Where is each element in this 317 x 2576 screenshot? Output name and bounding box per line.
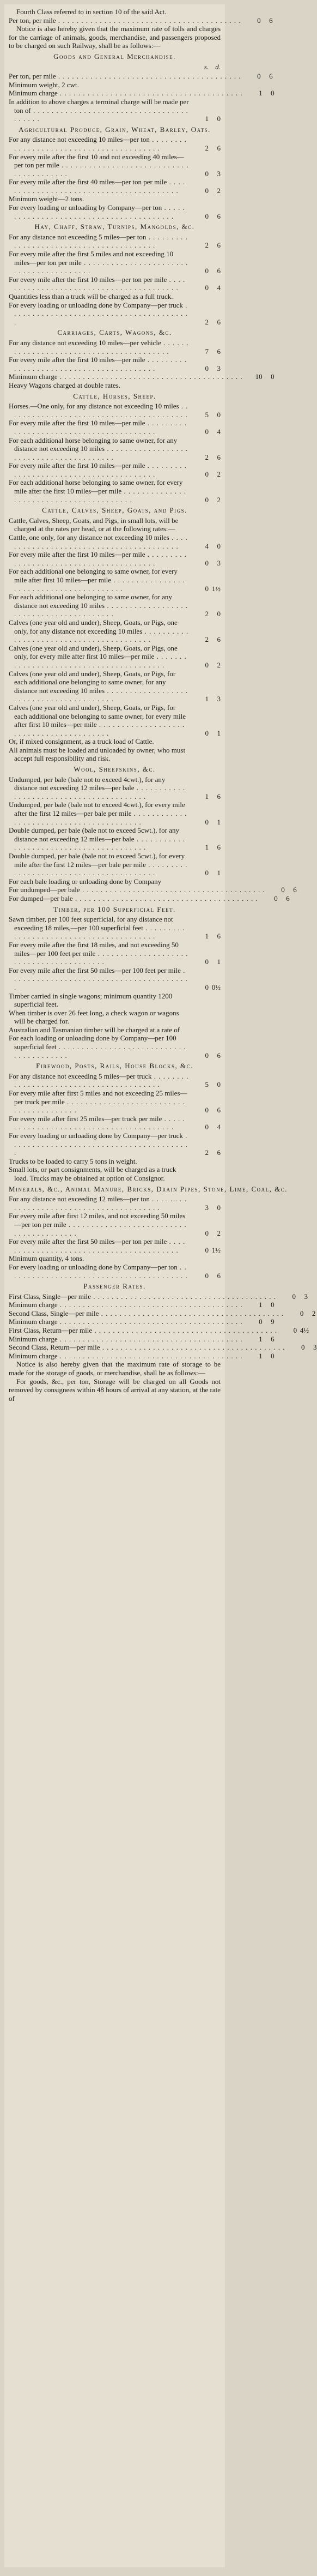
- rate-entry: [9, 852, 221, 877]
- rate-entry: [9, 1263, 221, 1280]
- rate-entry: [9, 478, 221, 504]
- rate-shillings: 2: [205, 453, 209, 461]
- rate-pence: 4: [217, 1123, 221, 1131]
- rate-shillings: 2: [205, 1148, 209, 1157]
- rate-shillings: 0: [205, 284, 209, 292]
- rate-entry: [9, 436, 221, 462]
- rate-description: Minimum weight—2 tons.: [9, 195, 84, 203]
- rate-pence: 6: [271, 1334, 275, 1343]
- rate-shillings: 0: [205, 958, 209, 966]
- rate-shillings: 3: [205, 1203, 209, 1212]
- carriages-rate-list: [9, 338, 275, 504]
- rate-shillings: 0: [292, 1292, 296, 1301]
- rate-shillings: 0: [205, 1229, 209, 1237]
- rate-pence: 6: [217, 212, 221, 220]
- rate-description: For every loading or unloading by Company—per ton . . .: [9, 203, 189, 220]
- section-heading-timber: Timber, per 100 Superficial Feet.: [53, 905, 176, 913]
- rate-entry: [9, 593, 221, 618]
- rate-shillings: 2: [205, 610, 209, 618]
- rate-shillings: 0: [205, 470, 209, 478]
- rate-entry: [9, 1317, 275, 1326]
- rate-shillings: 0: [205, 558, 209, 567]
- rate-shillings: 0: [205, 1123, 209, 1131]
- rate-description: For every mile after the first 50 miles—per ton per mile . . .: [9, 1237, 189, 1254]
- rate-shillings: 0: [257, 72, 261, 81]
- rate-shillings: 0: [281, 886, 285, 894]
- rate-shillings: 0: [205, 186, 209, 195]
- rate-shillings: 0: [205, 364, 209, 372]
- rate-pence: 6: [217, 1051, 221, 1060]
- rate-shillings: 0: [205, 212, 209, 220]
- rate-entry: [9, 550, 221, 567]
- rate-description: Calves (one year old and under), Sheep, Goats, or Pigs, for each additional one belonging to same owner, for every mile after first 10 miles—per mile . . .: [9, 703, 189, 737]
- rate-entry: [9, 618, 221, 644]
- rate-pence: 6: [217, 843, 221, 852]
- rate-entry: [9, 533, 221, 550]
- rate-pence: 6: [217, 143, 221, 152]
- rate-entry: [9, 1009, 221, 1026]
- rate-description: All animals must be loaded and unloaded by owner, who must accept full responsibility and risk.: [9, 745, 186, 763]
- rate-description: Minimum quantity, 4 tons.: [9, 1254, 84, 1263]
- rate-description: For every mile after the first 10 miles—per mile . . .: [9, 419, 189, 436]
- rate-pence: 3: [313, 1343, 317, 1352]
- rate-pence: 6: [217, 1271, 221, 1280]
- rate-pence: 1½: [211, 584, 221, 593]
- rate-shillings: 0: [205, 1271, 209, 1280]
- newspaper-column: [4, 4, 317, 2567]
- rate-entry: [9, 941, 221, 966]
- section-heading-minerals: Minerals, &c., Animal Manure, Bricks, Drain Pipes, Stone, Lime, Coal, &c.: [9, 1184, 288, 1193]
- rate-entry: [9, 203, 221, 220]
- rate-shillings: 0: [301, 1343, 305, 1352]
- rate-description: For any distance not exceeding 10 miles—per ton . . .: [9, 135, 189, 152]
- rate-entry: [9, 381, 221, 390]
- rate-shillings: 7: [205, 347, 209, 356]
- rate-pence: 6: [269, 72, 273, 81]
- rate-shillings: 0: [205, 983, 209, 991]
- closing-storage: For goods, &c., per ton, Storage will be charged on all Goods not removed by consignees within 48 hours of arrival at any station, at the rate of: [9, 1377, 221, 1403]
- rate-entry: [9, 1326, 309, 1335]
- rate-shillings: 0: [205, 729, 209, 737]
- rate-pence: 6: [217, 792, 221, 801]
- rate-shillings: 0: [205, 495, 209, 504]
- rate-entry: [9, 1343, 317, 1352]
- closing-notice: Notice is also hereby given that the maximum rate of storage to be made for the storage of goods, or merchandise, shall be as follows:—: [9, 1360, 221, 1377]
- rate-description: Minimum charge . . .: [9, 1335, 243, 1344]
- section-heading-passenger: Passenger Rates.: [83, 1282, 146, 1291]
- rate-shillings: 1: [259, 1334, 263, 1343]
- rate-description: Heavy Wagons charged at double rates.: [9, 381, 120, 389]
- rate-entry: [9, 178, 221, 195]
- rate-entry: [9, 81, 221, 89]
- rate-description: Or, if mixed consignment, as a truck load of Cattle.: [9, 737, 154, 746]
- rate-description: Calves (one year old and under), Sheep, Goats, or Pigs, one only, for any distance not exceeding 10 miles . . .: [9, 618, 189, 644]
- rate-entry: [9, 1089, 221, 1115]
- rate-pence: 3: [217, 364, 221, 372]
- cattle-rate-list: [9, 516, 221, 763]
- rate-shillings: 2: [205, 317, 209, 326]
- rate-entry: [9, 966, 221, 992]
- section-heading-firewood: Firewood, Posts, Rails, House Blocks, &c.: [36, 1062, 193, 1070]
- rate-description: For any distance not exceeding 5 miles—per ton . . .: [9, 233, 189, 250]
- intro-fourth-class: Fourth Class referred to in section 10 of the said Act.: [16, 8, 167, 16]
- rate-pence: 0: [217, 610, 221, 618]
- rate-pence: 4: [217, 284, 221, 292]
- rate-entry: [9, 195, 221, 203]
- rate-entry: [9, 1292, 308, 1301]
- wool-rate-list: [9, 775, 297, 903]
- rate-shillings: 0: [205, 267, 209, 275]
- rate-entry: [9, 301, 221, 327]
- firewood-rate-list: [9, 1072, 221, 1183]
- rate-description: For dumped—per bale . . .: [9, 894, 258, 903]
- rate-pence: 0½: [211, 983, 221, 991]
- column-header-sd: s. d.: [204, 62, 221, 71]
- rate-description: For every mile after first 5 miles and not exceeding 25 miles—per truck per mile . . .: [9, 1089, 189, 1115]
- rate-entry: [9, 72, 273, 81]
- rate-shillings: 0: [205, 1106, 209, 1115]
- rate-shillings: 1: [205, 843, 209, 852]
- rate-pence: 6: [293, 886, 297, 894]
- rate-entry: [9, 250, 221, 275]
- rate-pence: 6: [217, 267, 221, 275]
- rate-pence: 0: [217, 1080, 221, 1089]
- rate-shillings: 1: [205, 695, 209, 703]
- rate-description: In addition to above charges a terminal charge will be made per ton of . . .: [9, 98, 189, 123]
- rate-pence: 1½: [211, 1245, 221, 1254]
- rate-shillings: 0: [205, 169, 209, 178]
- rate-shillings: 0: [205, 1051, 209, 1060]
- notice-paragraph: Notice is also hereby given that the maximum rate of tolls and charges for the carriage of animals, goods, merchandise, and passengers proposed to be charged on such Railway, shall be as follows:—: [9, 25, 221, 50]
- rate-pence: 2: [217, 1229, 221, 1237]
- rate-pence: 3: [217, 169, 221, 178]
- rate-shillings: 0: [205, 427, 209, 436]
- rate-entry: [9, 1157, 221, 1166]
- rate-entry: [9, 1212, 221, 1237]
- rate-description: For every loading or unloading done by Company—per ton . . .: [9, 1263, 189, 1280]
- passenger-rate-list: [9, 1292, 317, 1361]
- rate-entry: [9, 775, 221, 801]
- rate-pence: 6: [217, 453, 221, 461]
- rate-entry: [9, 1237, 221, 1254]
- rate-entry: [9, 1165, 221, 1182]
- rate-description: For every mile after the first 10 miles—per mile . . .: [9, 550, 189, 567]
- rate-description: For undumped—per bale . . .: [9, 886, 265, 894]
- rate-description: For every mile after the first 50 miles—per 100 feet per mile . . .: [9, 966, 189, 992]
- rate-description: Calves (one year old and under), Sheep, Goats, or Pigs, for each additional one belonging to same owner, for any distance not exceeding 10 miles . . .: [9, 670, 189, 703]
- rate-description: For every mile after the first 10 miles—per mile . . .: [9, 356, 189, 372]
- rate-pence: 1: [217, 869, 221, 877]
- rate-description: When timber is over 26 feet long, a check wagon or wagons will be charged for.: [9, 1008, 179, 1026]
- section-heading-goods: Goods and General Merchandise.: [53, 52, 176, 61]
- rate-description: Minimum charge . . .: [9, 1317, 243, 1326]
- rate-pence: 6: [217, 1148, 221, 1157]
- rate-entry: [9, 233, 221, 250]
- rate-entry: [9, 1072, 221, 1089]
- rate-description: Double dumped, per bale (bale not to exceed 5cwt.), for every mile after the first 12 miles—per bale per mile . . .: [9, 852, 189, 877]
- rate-entry: [9, 1026, 221, 1034]
- rate-entry: [9, 992, 221, 1009]
- rate-description: For any distance not exceeding 5 miles—per truck . . .: [9, 1072, 189, 1089]
- rate-pence: 0: [217, 410, 221, 419]
- rate-description: Second Class, Single—per mile . . .: [9, 1309, 284, 1318]
- rate-entry: [9, 567, 221, 593]
- rate-entry: [9, 419, 221, 436]
- rate-shillings: 0: [205, 1245, 209, 1254]
- rate-pence: 3: [217, 558, 221, 567]
- rate-shillings: 1: [259, 1301, 263, 1309]
- rate-shillings: 2: [205, 241, 209, 250]
- rate-pence: 1: [217, 729, 221, 737]
- rate-entry: [9, 339, 221, 356]
- rate-entry: [9, 356, 221, 372]
- rate-entry: [9, 1254, 221, 1263]
- rate-pence: 1: [217, 817, 221, 826]
- rate-pence: 6: [217, 635, 221, 644]
- rate-description: For every mile after first 25 miles—per truck per mile . . .: [9, 1115, 189, 1131]
- rate-pence: 0: [271, 1351, 275, 1360]
- rate-shillings: 1: [205, 792, 209, 801]
- rate-line-fourth-per-mile: Per ton, per mile . . . 0 6: [9, 16, 221, 25]
- rate-pence: 2: [217, 660, 221, 669]
- rate-pence: 6: [286, 894, 290, 902]
- rate-entry: [9, 877, 221, 886]
- minerals-rate-list: [9, 1195, 221, 1280]
- rate-entry: [9, 894, 290, 903]
- rate-description: Australian and Tasmanian timber will be charged at a rate of: [9, 1025, 180, 1034]
- rate-entry: [9, 801, 221, 826]
- rate-description: For each bale loading or unloading done by Company: [9, 877, 162, 886]
- rate-description: Per ton, per mile . . .: [9, 72, 241, 81]
- rate-description: Undumped, per bale (bale not to exceed 4cwt.), for every mile after the first 12 miles—per bale per mile . . .: [9, 801, 189, 826]
- rate-description: Cattle, one only, for any distance not exceeding 10 miles . . .: [9, 533, 189, 550]
- rate-description: Calves (one year old and under), Sheep, Goats, or Pigs, one only, for every mile after first 10 miles—per mile . . .: [9, 644, 189, 670]
- rate-shillings: 1: [205, 115, 209, 123]
- rate-description: For each loading or unloading done by Company—per 100 superficial feet . . .: [9, 1034, 189, 1060]
- rate-pence: 6: [217, 347, 221, 356]
- rate-shillings: 10: [255, 372, 263, 381]
- rate-pence: 6: [217, 241, 221, 250]
- rate-entry: [9, 826, 221, 852]
- rate-description: For each additional one belonging to same owner, for any distance not exceeding 10 miles . . .: [9, 593, 189, 618]
- rate-shillings: 0: [293, 1326, 297, 1335]
- rate-entry: [9, 98, 221, 123]
- rate-entry: [9, 1334, 275, 1344]
- rate-shillings: 0: [205, 869, 209, 877]
- rate-entry: [9, 703, 221, 737]
- rate-pence: 2: [312, 1309, 316, 1317]
- rate-entry: [9, 1131, 221, 1157]
- subsection-heading: Agricultural Produce, Grain, Wheat, Barley, Oats.: [19, 125, 211, 134]
- rate-description: Double dumped, per bale (bale not to exceed 5cwt.), for any distance not exceeding 12 miles—per bale . . .: [9, 826, 189, 852]
- rate-pence: 6: [217, 317, 221, 326]
- rate-shillings: 0: [259, 1317, 263, 1326]
- rate-description: Minimum charge . . .: [9, 1352, 243, 1361]
- rate-pence: 0: [271, 89, 275, 98]
- rate-shillings: 0: [205, 817, 209, 826]
- timber-rate-list: [9, 915, 221, 1060]
- rate-shillings: 5: [205, 410, 209, 419]
- rate-description: Trucks to be loaded to carry 5 tons in weight.: [9, 1157, 137, 1165]
- rate-entry: [9, 1351, 275, 1361]
- rate-pence: 3: [217, 695, 221, 703]
- rate-pence: 0: [217, 541, 221, 550]
- rate-entry: [9, 886, 297, 894]
- rate-description: For every mile after the first 10 and not exceeding 40 miles—per ton per mile . . .: [9, 153, 189, 178]
- rate-pence: 0: [271, 372, 275, 381]
- rate-description: For any distance not exceeding 12 miles—per ton . . .: [9, 1195, 189, 1212]
- rate-description: Minimum charge . . .: [9, 89, 243, 98]
- rate-entry: [9, 275, 221, 292]
- rate-description: For each additional horse belonging to same owner, for every mile after the first 10 miles—per mile . . .: [9, 478, 189, 504]
- rate-description: For every mile after the first 18 miles, and not exceeding 50 miles—per 100 feet per mile . . .: [9, 941, 189, 966]
- rate-entry: [9, 1195, 221, 1212]
- rate-shillings: 0: [300, 1309, 304, 1317]
- rate-shillings: 0: [205, 660, 209, 669]
- rate-shillings: 2: [205, 143, 209, 152]
- rate-description: For every mile after first 12 miles, and not exceeding 50 miles—per ton per mile . . .: [9, 1212, 189, 1237]
- rate-description: Timber carried in single wagons; minimum quantity 1200 superficial feet.: [9, 991, 173, 1009]
- rate-entry: [9, 516, 221, 533]
- rate-description: For every mile after the first 10 miles—per ton per mile . . .: [9, 275, 189, 292]
- rate-description: Sawn timber, per 100 feet superficial, for any distance not exceeding 18 miles,—per 100 superficial feet . . .: [9, 915, 189, 941]
- rate-entry: [9, 1034, 221, 1060]
- rate-shillings: 0: [205, 584, 209, 593]
- rate-pence: 2: [217, 470, 221, 478]
- subsection-heading: Cattle, Horses, Sheep.: [73, 392, 156, 400]
- rate-pence: 2: [217, 495, 221, 504]
- rate-entry: [9, 746, 221, 763]
- rate-description: Quantities less than a truck will be charged as a full truck.: [9, 292, 173, 300]
- rate-entry: [9, 89, 275, 98]
- rate-description: For every mile after the first 10 miles—per mile . . .: [9, 461, 189, 478]
- section-heading-cattle: Cattle, Calves, Sheep, Goats, and Pigs.: [42, 506, 187, 515]
- rate-description: For each additional one belonging to same owner, for every mile after first 10 miles—per mile . . .: [9, 567, 189, 593]
- rate-shillings: 0: [274, 894, 278, 902]
- rate-description: Small lots, or part consignments, will be charged as a truck load. Trucks may be obtained at option of Consignor.: [9, 1165, 176, 1182]
- rate-shillings: 4: [205, 541, 209, 550]
- rate-pence: 0: [217, 1203, 221, 1212]
- rate-description: Minimum weight, 2 cwt.: [9, 80, 79, 89]
- rate-pence: 1: [217, 958, 221, 966]
- rate-description: For any distance not exceeding 10 miles—per vehicle . . .: [9, 339, 189, 356]
- rate-description: For every mile after the first 5 miles and not exceeding 10 miles—per ton per mile . . .: [9, 250, 189, 275]
- rate-entry: [9, 402, 221, 419]
- rate-description: First Class, Single—per mile . . .: [9, 1292, 276, 1301]
- rate-description: Minimum charge . . .: [9, 372, 243, 381]
- rate-description: For every loading or unloading done by Company—per truck . . .: [9, 1131, 189, 1157]
- rate-entry: [9, 670, 221, 703]
- rate-entry: [9, 153, 221, 178]
- rate-entry: [9, 135, 221, 152]
- rate-entry: [9, 372, 275, 381]
- rate-pence: 2: [217, 186, 221, 195]
- rate-description: For each additional horse belonging to same owner, for any distance not exceeding 10 miles . . .: [9, 436, 189, 462]
- rate-description: Cattle, Calves, Sheep, Goats, and Pigs, in small lots, will be charged at the rates per head, or at the following rates:—: [9, 516, 179, 533]
- rate-shillings: 5: [205, 1080, 209, 1089]
- rate-entry: [9, 915, 221, 941]
- rate-entry: [9, 292, 221, 301]
- rate-shillings: 1: [205, 932, 209, 941]
- rate-description: Second Class, Return—per mile . . .: [9, 1343, 285, 1352]
- rate-description: For every mile after the first 40 miles—per ton per mile . . .: [9, 178, 189, 195]
- rate-pence: 0: [217, 115, 221, 123]
- rate-entry: [9, 461, 221, 478]
- section-heading-wool: Wool, Sheepskins, &c.: [74, 765, 156, 774]
- rate-shillings: 2: [205, 635, 209, 644]
- rate-entry: [9, 1115, 221, 1131]
- rate-description: Horses.—One only, for any distance not exceeding 10 miles . . .: [9, 402, 189, 419]
- rate-pence: 4: [217, 427, 221, 436]
- rate-pence: 6: [217, 932, 221, 941]
- rate-description: For every loading or unloading done by Company—per truck . . .: [9, 301, 189, 327]
- subsection-heading: Hay, Chaff, Straw, Turnips, Mangolds, &c.: [34, 222, 195, 231]
- rate-entry: [9, 737, 221, 746]
- rate-entry: [9, 1309, 316, 1318]
- rate-description: First Class, Return—per mile . . .: [9, 1326, 277, 1335]
- rate-shillings: 1: [259, 89, 263, 98]
- rate-entry: [9, 1301, 275, 1309]
- rate-pence: 6: [217, 1106, 221, 1115]
- rate-shillings: 1: [259, 1351, 263, 1360]
- rate-description: Undumped, per bale (bale not to exceed 4cwt.), for any distance not exceeding 12 miles—per bale . . .: [9, 775, 189, 801]
- section-heading-carriages: Carriages, Carts, Wagons, &c.: [57, 328, 172, 337]
- rate-description: Minimum charge . . .: [9, 1301, 243, 1309]
- rate-pence: 4½: [300, 1326, 309, 1335]
- rate-pence: 3: [304, 1292, 308, 1301]
- goods-rate-list: [9, 72, 275, 326]
- rate-pence: 9: [271, 1317, 275, 1326]
- rate-pence: 0: [271, 1301, 275, 1309]
- rate-entry: [9, 644, 221, 670]
